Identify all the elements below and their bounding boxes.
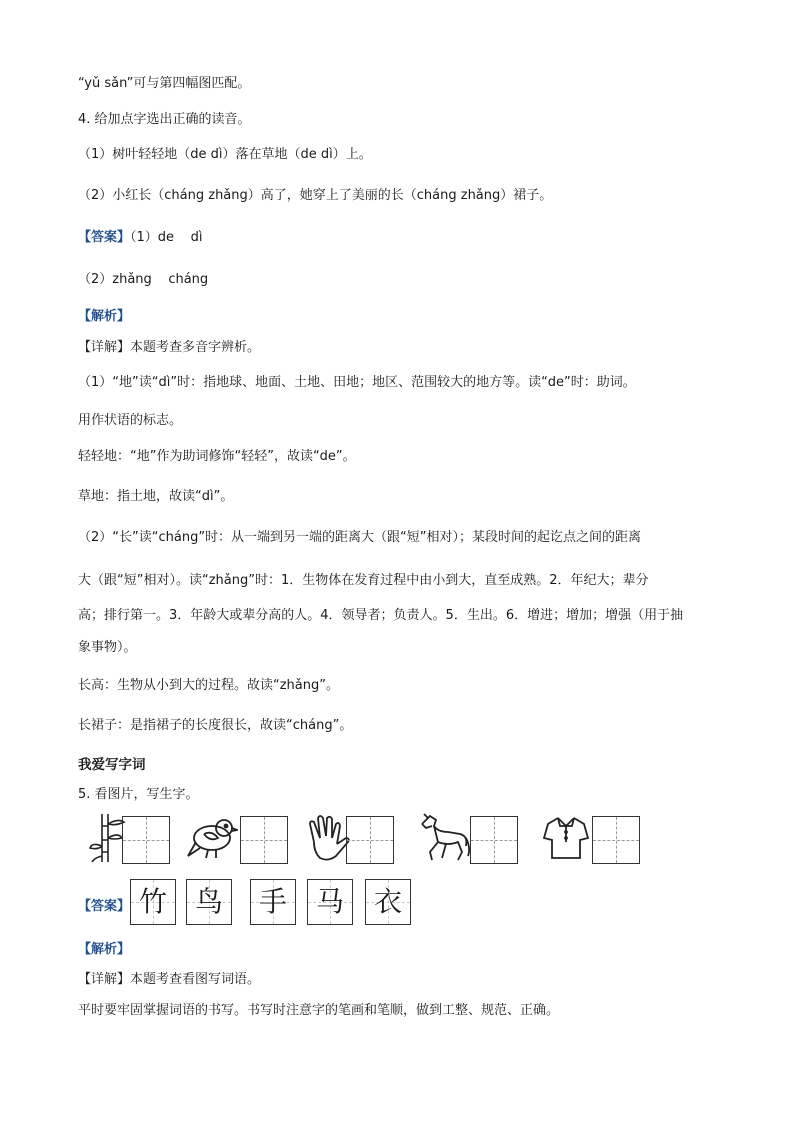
answer-grid-row	[78, 879, 478, 929]
answer-text-1: （1）de dì	[130, 230, 203, 245]
detail-label: 【详解】	[78, 340, 131, 355]
answer-label: 【答案】	[78, 230, 131, 245]
answer-line-2: （2）zhǎng cháng	[78, 272, 209, 287]
detail-line	[78, 340, 260, 356]
horse-icon	[416, 812, 472, 864]
question-4: 4. 给加点字选出正确的读音。	[78, 112, 251, 127]
analysis-label: 【解析】	[78, 309, 131, 324]
answer-char: 手	[258, 885, 287, 918]
paragraph-3: 草地：指土地，故读“dì”。	[78, 489, 234, 504]
picture-writing-row	[88, 812, 648, 868]
writing-grid[interactable]	[346, 816, 394, 864]
paragraph-4c: 高；排行第一。3．年龄大或辈分高的人。4．领导者；负责人。5．生出。6．增进；增加；增强（用于抽	[78, 608, 684, 623]
paragraph-1b: 用作状语的标志。	[78, 413, 183, 428]
analysis-label: 【解析】	[78, 942, 131, 957]
detail-text: 本题考查看图写词语。	[130, 972, 261, 987]
bird-icon	[186, 812, 238, 864]
answer-char: 竹	[138, 885, 167, 918]
answer-grid	[307, 879, 353, 925]
answer-line-1	[78, 230, 202, 246]
shirt-icon	[540, 812, 592, 864]
answer-char: 马	[315, 885, 344, 918]
paragraph-2: 轻轻地：“地”作为助词修饰“轻轻”，故读“de”。	[78, 449, 356, 464]
paragraph-6: 长裙子：是指裙子的长度很长，故读“cháng”。	[78, 718, 353, 733]
answer-char: 衣	[373, 885, 402, 918]
detail-line	[78, 972, 260, 988]
answer-char: 鸟	[194, 885, 223, 918]
answer-grid	[365, 879, 411, 925]
writing-grid[interactable]	[592, 816, 640, 864]
detail-text: 本题考查多音字辨析。	[130, 340, 261, 355]
text-line: “yǔ sǎn”可与第四幅图匹配。	[78, 76, 251, 91]
writing-grid[interactable]	[240, 816, 288, 864]
paragraph-1a: （1）“地”读“dì”时：指地球、地面、土地、田地；地区、范围较大的地方等。读“de”时：助词。	[78, 375, 636, 390]
paragraph-4d: 象事物）。	[78, 640, 137, 655]
paragraph-4a: （2）“长”读“cháng”时：从一端到另一端的距离大（跟“短”相对）；某段时间的起讫点之间的距离	[78, 530, 642, 545]
writing-grid[interactable]	[470, 816, 518, 864]
paragraph-5: 长高：生物从小到大的过程。故读“zhǎng”。	[78, 678, 339, 693]
detail-label: 【详解】	[78, 972, 131, 987]
answer-grid	[130, 879, 176, 925]
writing-grid[interactable]	[122, 816, 170, 864]
answer-grid	[186, 879, 232, 925]
question-4-part-1: （1）树叶轻轻地（de dì）落在草地（de dì）上。	[78, 147, 372, 162]
section-heading: 我爱写字词	[78, 757, 146, 773]
answer-grid	[250, 879, 296, 925]
question-4-part-2: （2）小红长（cháng zhǎng）高了，她穿上了美丽的长（cháng zhǎng）裙子。	[78, 188, 553, 203]
answer-label: 【答案】	[78, 899, 131, 914]
paragraph-4b: 大（跟“短”相对）。读“zhǎng”时：1．生物体在发育过程中由小到大，直至成熟。2．年纪大；辈分	[78, 573, 649, 588]
closing-paragraph: 平时要牢固掌握词语的书写。书写时注意字的笔画和笔顺，做到工整、规范、正确。	[78, 1003, 560, 1018]
question-5: 5. 看图片，写生字。	[78, 787, 199, 802]
